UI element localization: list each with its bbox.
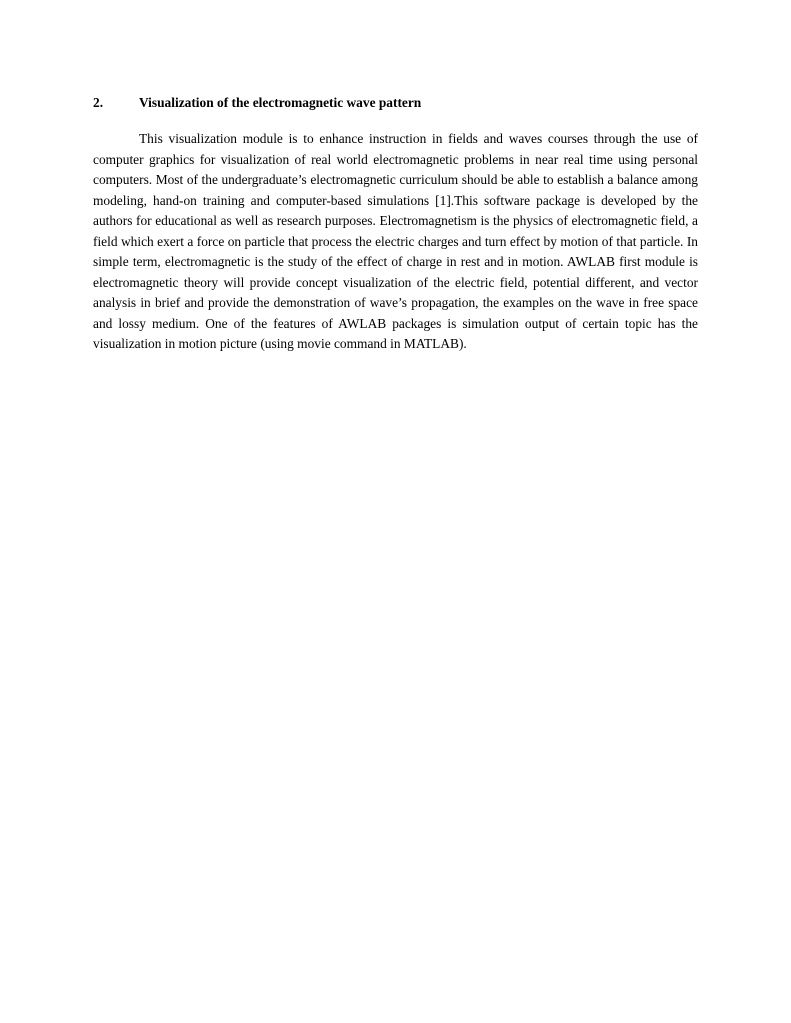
section-title: Visualization of the electromagnetic wave pattern bbox=[139, 95, 422, 110]
body-paragraph: This visualization module is to enhance instruction in fields and waves courses through the use of computer graphics for visualization of real world electromagnetic problems in near real time using personal computers. Most of the undergraduate’s electromagnetic curriculum should be able to establish a balance among modeling, hand-on training and computer-based simulations [1].This software package is developed by the authors for educational as well as research purposes. Electromagnetism is the physics of electromagnetic field, a field which exert a force on particle that process the electric charges and turn effect by motion of that particle. In simple term, electromagnetic is the study of the effect of charge in rest and in motion. AWLAB first module is electromagnetic theory will provide concept visualization of the electric field, potential different, and vector analysis in brief and provide the demonstration of wave’s propagation, the examples on the wave in free space and lossy medium. One of the features of AWLAB packages is simulation output of certain topic has the visualization in motion picture (using movie command in MATLAB). bbox=[93, 131, 698, 351]
section-heading bbox=[93, 94, 698, 111]
section-number: 2. bbox=[93, 95, 104, 110]
